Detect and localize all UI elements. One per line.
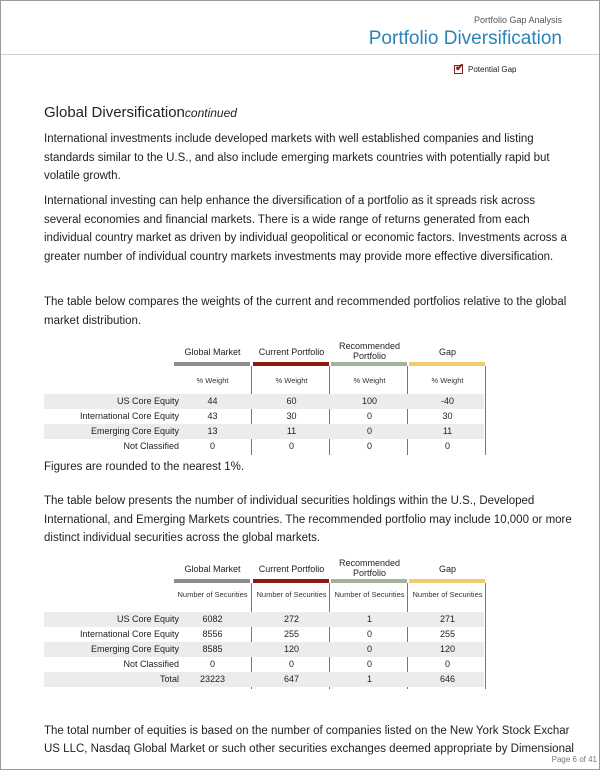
table-row [44,439,484,454]
subhead: Number of Securities [256,590,327,599]
cell-current: 647 [283,674,300,684]
cell-global: 23223 [199,674,226,684]
col-gap: Gap [438,347,456,357]
cell-current: 255 [283,629,300,639]
bar-gap [409,362,485,366]
cell-gap: 11 [442,426,453,436]
cell-recommended: 0 [366,426,372,436]
col-current-portfolio: Current Portfolio [258,347,325,357]
cell-recommended: 0 [366,441,372,451]
table-row [44,424,484,439]
cell-global: 8556 [202,629,223,639]
bar-global [174,362,250,366]
cell-gap: 120 [439,644,456,654]
cell-recommended: 100 [361,396,378,406]
page-title: Portfolio Diversification [368,28,562,49]
cell-recommended: 0 [366,411,372,421]
cell-global: 44 [207,396,218,406]
col-recommended-portfolio: Recommended Portfolio [338,558,401,578]
cell-global: 0 [209,659,215,669]
weights-table [44,342,484,457]
legend [454,62,517,74]
section-title-suffix: continued [184,106,237,120]
cell-current: 0 [288,659,294,669]
row-label: Emerging Core Equity [90,644,179,654]
paragraph-table2-intro: The table below presents the number of individual securities holdings within the U.S., Developed International, and Emerging Markets countries. The recommended portfolio may include 10,000 or more distinct individual securities across the global markets. [44,495,572,545]
cell-global: 8585 [202,644,223,654]
securities-table [44,559,484,691]
cell-gap: 255 [439,629,456,639]
row-label: International Core Equity [79,629,179,639]
row-label: Not Classified [123,659,179,669]
table-row-total [44,672,484,687]
bar-current [253,362,329,366]
subhead: Number of Securities [177,590,248,599]
cell-gap: 0 [444,441,450,451]
cell-gap: 0 [444,659,450,669]
subhead: Number of Securities [334,590,405,599]
bar-recommended [331,579,407,583]
row-label: Not Classified [123,441,179,451]
cell-global: 13 [207,426,218,436]
row-label: US Core Equity [116,396,179,406]
cell-gap: -40 [440,396,454,406]
cell-global: 0 [209,441,215,451]
table-row [44,612,484,627]
table-row [44,657,484,672]
bar-gap [409,579,485,583]
legend-label: Potential Gap [468,65,517,74]
subhead: % Weight [196,376,229,385]
cell-global: 43 [207,411,218,421]
rounding-note: Figures are rounded to the nearest 1%. [44,461,245,473]
subhead: % Weight [275,376,308,385]
table-row [44,627,484,642]
cell-gap: 646 [439,674,456,684]
checkbox-icon [454,62,465,74]
paragraph-footnote-line2: US LLC, Nasdaq Global Market or such other securities exchanges deemed appropriate by Dimensional [44,743,574,755]
cell-recommended: 1 [366,614,372,624]
cell-recommended: 0 [366,644,372,654]
subhead: % Weight [353,376,386,385]
row-label: International Core Equity [79,411,179,421]
cell-gap: 30 [442,411,453,421]
table-row [44,642,484,657]
legend-checkmark: ✔ [455,62,465,74]
page-number: Page 6 of 41 [551,755,597,764]
cell-gap: 271 [439,614,456,624]
section-title [44,104,237,121]
cell-current: 11 [286,426,297,436]
report-name: Portfolio Gap Analysis [473,15,562,25]
paragraph-footnote-line1: The total number of equities is based on the number of companies listed on the New York Stock Exchar [44,725,570,737]
col-gap: Gap [438,564,456,574]
section-title-text: Global Diversification [44,104,185,121]
cell-current: 0 [288,441,294,451]
col-current-portfolio: Current Portfolio [258,564,325,574]
table-row [44,409,484,424]
table-row [44,394,484,409]
paragraph-table1-intro: The table below compares the weights of the current and recommended portfolios relative to the global market distribution. [44,296,567,327]
cell-current: 60 [286,396,297,406]
bar-global [174,579,250,583]
bar-current [253,579,329,583]
col-global-market: Global Market [184,564,241,574]
bar-recommended [331,362,407,366]
cell-recommended: 1 [366,674,372,684]
row-label: Emerging Core Equity [90,426,179,436]
cell-current: 272 [283,614,300,624]
header-divider [1,54,599,55]
col-global-market: Global Market [184,347,241,357]
row-label: US Core Equity [116,614,179,624]
subhead: % Weight [431,376,464,385]
cell-global: 6082 [202,614,223,624]
cell-recommended: 0 [366,659,372,669]
cell-current: 120 [283,644,300,654]
col-recommended-portfolio: Recommended Portfolio [338,341,401,361]
paragraph-intro: International investments include developed markets with well established companies and listing standards similar to the U.S., and also include emerging markets countries with potentially rapid but volatile growth. [44,133,550,183]
paragraph-diversification: International investing can help enhance the diversification of a portfolio as it spreads risk across several economies and financial markets. There is a wide range of returns generated from each individual country market as driven by individual geopolitical or economic factors. Investments across a greater number of individual country markets investments may provide more effective diversification. [44,195,567,263]
subhead: Number of Securities [412,590,483,599]
cell-recommended: 0 [366,629,372,639]
cell-current: 30 [286,411,297,421]
row-label: Total [159,674,179,684]
